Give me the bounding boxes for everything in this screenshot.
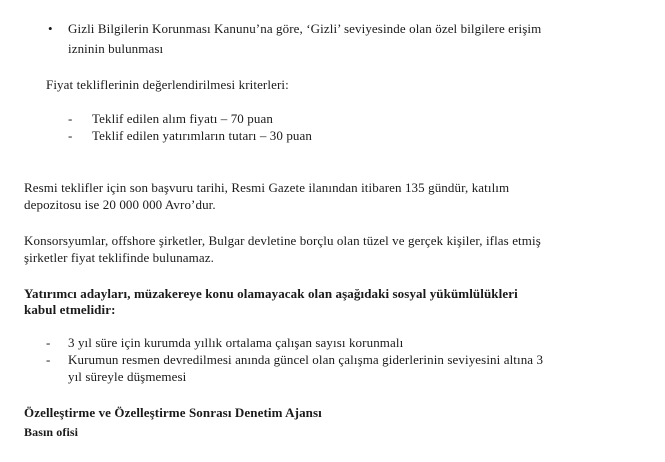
agency-signature: Özelleştirme ve Özelleştirme Sonrası Denetim Ajansı [24,405,322,420]
deadline-line-1: Resmi teklifler için son başvuru tarihi, Resmi Gazete ilanından itibaren 135 gündür, katılım [24,180,510,195]
obligations-heading-line-2: kabul etmelidir: [24,302,116,317]
obligation-item-wage-costs: Kurumun resmen devredilmesi anında güncel olan çalışma giderlerinin seviyesini altına 3 [68,352,544,367]
dash-marker: - [68,128,73,143]
dash-marker: - [46,352,51,367]
dash-marker: - [46,335,51,350]
access-requirement-line-2: izninin bulunması [68,41,164,56]
criteria-item-price: Teklif edilen alım fiyatı – 70 puan [92,111,273,126]
deadline-line-2: depozitosu ise 20 000 000 Avro’dur. [24,197,216,212]
obligation-item-employees: 3 yıl süre için kurumda yıllık ortalama çalışan sayısı korunmalı [68,335,404,350]
dash-marker: - [68,111,73,126]
exclusion-line-1: Konsorsyumlar, offshore şirketler, Bulgar devletine borçlu olan tüzel ve gerçek kişiler, iflas etmiş [24,233,541,248]
obligation-item-wage-costs-line-2: yıl süreyle düşmemesi [68,369,187,384]
press-office: Basın ofisi [24,425,79,439]
criteria-item-investment: Teklif edilen yatırımların tutarı – 30 puan [92,128,312,143]
criteria-heading: Fiyat tekliflerinin değerlendirilmesi kriterleri: [46,77,289,92]
obligations-heading-line-1: Yatırımcı adayları, müzakereye konu olamayacak olan aşağıdaki sosyal yükümlülükleri [24,286,518,301]
bullet-marker: • [48,21,53,36]
exclusion-line-2: şirketler fiyat teklifinde bulunamaz. [24,250,214,265]
access-requirement-line-1: Gizli Bilgilerin Korunması Kanunu’na göre, ‘Gizli’ seviyesinde olan özel bilgilere erişim [68,21,542,36]
